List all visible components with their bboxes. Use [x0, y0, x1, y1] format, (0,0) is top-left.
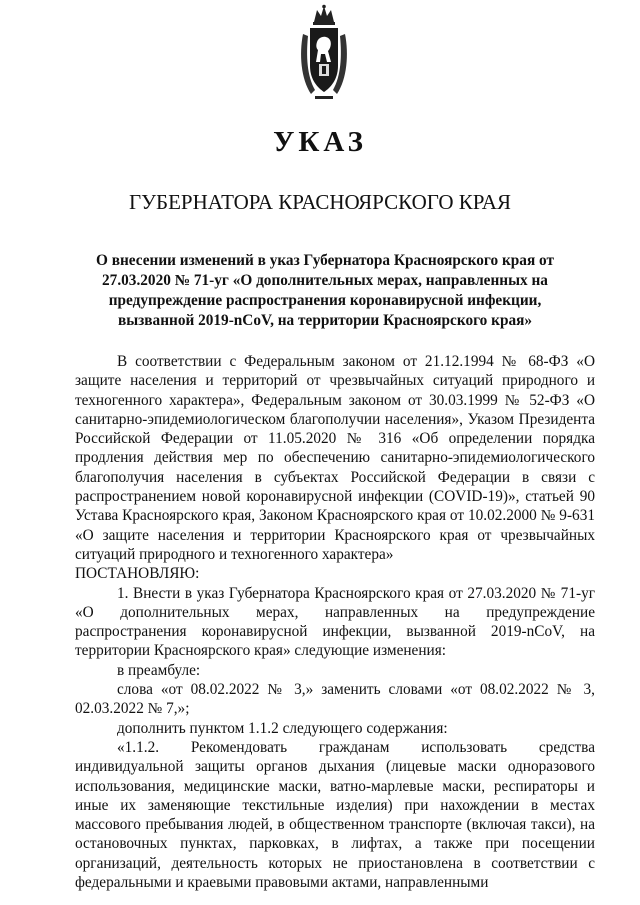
clause-1-paragraph: 1. Внести в указ Губернатора Красноярского края от 27.03.2020 № 71-уг «О дополнительных мерах, направленных на предупреждение распространения коронавирусной инфекции, вызванной 2019-nCoV, на территории Красноярского края» следующие изменения:	[75, 584, 595, 660]
preamble-paragraph: В соответствии с Федеральным законом от 21.12.1994 № 68-ФЗ «О защите населения и территорий от чрезвычайных ситуаций природного и техногенного характера», Федеральным законом от 30.03.1999 № 52-ФЗ «О санитарно-эпидемиологическом благополучии населения», Указом Президента Российской Федерации от 11.05.2020 № 316 «Об определении порядка продления действия мер по обеспечению санитарно-эпидемиологического благополучия населения в субъектах Российской Федерации в связи с распространением новой коронавирусной инфекции (COVID-19)», статьей 90 Устава Красноярского края, Законом Красноярского края от 10.02.2000 № 9-631 «О защите населения и территории Красноярского края от чрезвычайных ситуаций природного и техногенного характера»	[75, 353, 595, 563]
document-body	[75, 352, 595, 892]
preamble-change-label: в преамбуле:	[117, 661, 201, 679]
coat-of-arms-emblem	[297, 4, 351, 104]
resolution-word: ПОСТАНОВЛЯЮ:	[75, 565, 200, 583]
document-heading: О внесении изменений в указ Губернатора Красноярского края от 27.03.2020 № 71-уг «О дополнительных мерах, направленных на предупреждение распространения коронавирусной инфекции, вызванной 2019-nCoV, на территории Красноярского края»	[95, 252, 555, 329]
add-clause-paragraph: дополнить пунктом 1.1.2 следующего содержания:	[117, 719, 448, 737]
clause-1-1-2-paragraph: «1.1.2. Рекомендовать гражданам использовать средства индивидуальной защиты органов дыхания (лицевые маски одноразового использования, медицинские маски, ватно-марлевые маски, респираторы и иные их заменяющие текстильные изделия) при нахождении в местах массового пребывания людей, в общественном транспорте (включая такси), на остановочных пунктах, парковках, в лифтах, а также при посещении организаций, деятельность которых не приостановлена в соответствии с федеральными и краевыми правовыми актами, направленными	[75, 738, 595, 892]
document-issuer: ГУБЕРНАТОРА КРАСНОЯРСКОГО КРАЯ	[129, 190, 511, 214]
document-title: УКАЗ	[273, 126, 367, 158]
words-replacement-paragraph: слова «от 08.02.2022 № 3,» заменить словами «от 08.02.2022 № 3, 02.03.2022 № 7,»;	[75, 681, 595, 718]
